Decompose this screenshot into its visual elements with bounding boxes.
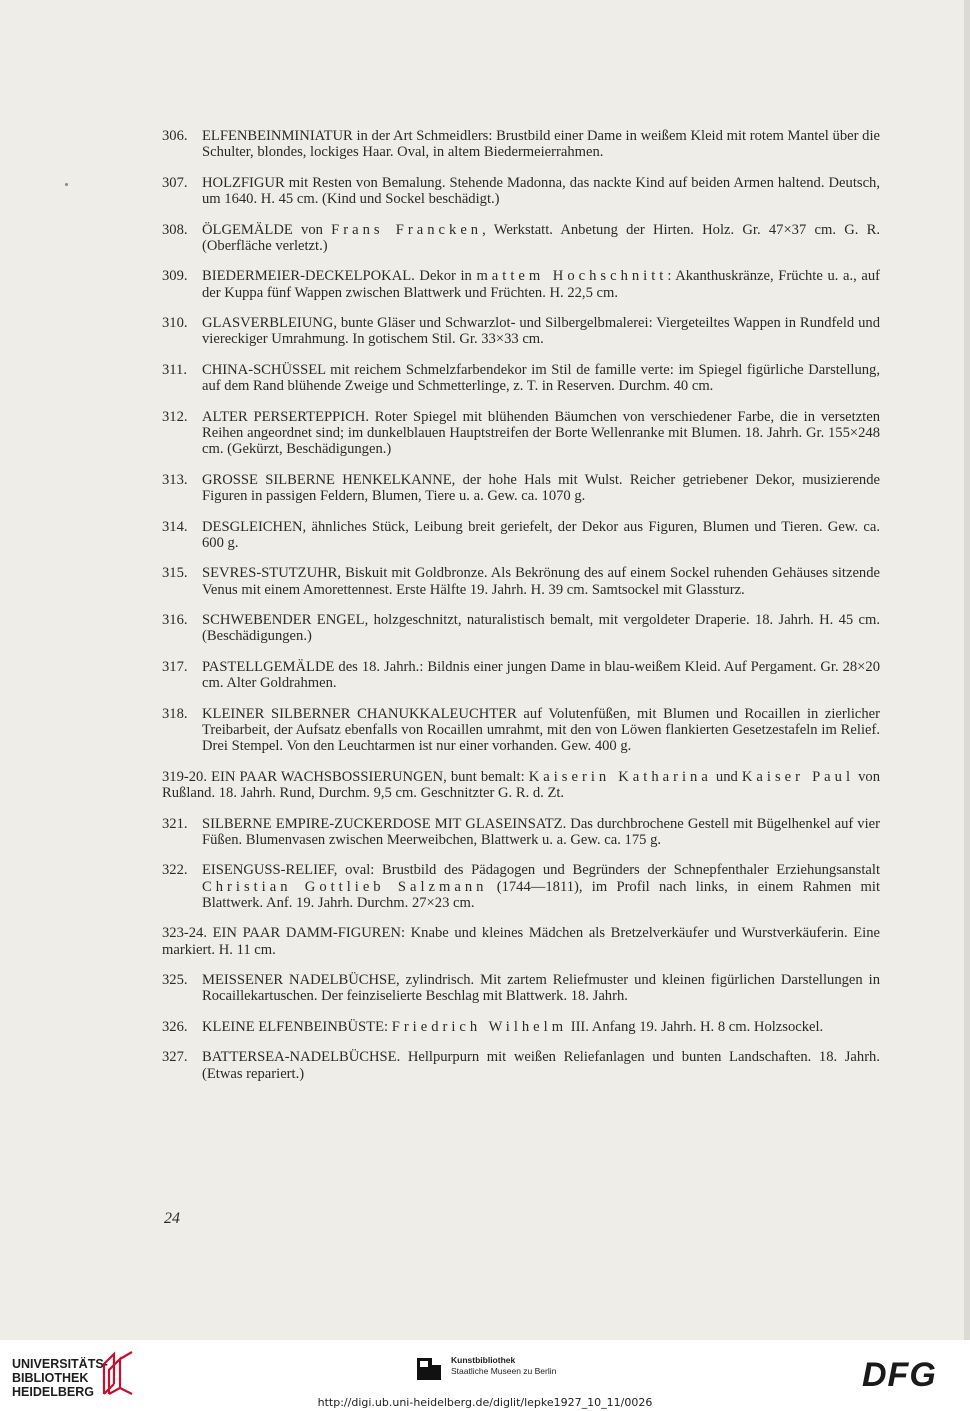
entry-text: III. Anfang 19. Jahrh. H. 8 cm. Holzsockel. bbox=[567, 1018, 824, 1035]
entry-text: PASTELLGEMÄLDE des 18. Jahrh.: Bildnis einer jungen Dame in blau-weißem Kleid. Auf Pergament. Gr. 28×20 cm. Alter Goldrahmen. bbox=[202, 658, 880, 692]
entry-name-spaced: mattem Hochschnitt bbox=[476, 268, 668, 285]
entry-name-spaced: Christian Gottlieb Salzmann bbox=[202, 878, 488, 895]
page-number: 24 bbox=[164, 1210, 180, 1227]
entry-text: BATTERSEA-NADELBÜCHSE. Hellpurpurn mit weißen Reliefanlagen und bunten Landschaften. 18. Jahrh. (Etwas repariert.) bbox=[202, 1049, 880, 1082]
entry-number: 306. bbox=[162, 128, 188, 144]
catalog-entry bbox=[162, 612, 880, 645]
catalog-entry bbox=[162, 1049, 880, 1082]
entry-number: 319-20. bbox=[162, 768, 207, 785]
entry-number: 311. bbox=[162, 361, 187, 378]
entry-number: 318. bbox=[162, 705, 188, 722]
permalink-url[interactable]: http://digi.ub.uni-heidelberg.de/diglit/lepke1927_10_11/0026 bbox=[317, 1396, 653, 1409]
entry-text: ALTER PERSERTEPPICH. Roter Spiegel mit blühenden Bäumchen von verschiedener Farbe, die in versetzten Reihen angeordnet sind; im dunkelblauen Hauptstreifen der Borte Wellenranke mit Blumen. 18. Jahrh. Gr. 155×248 cm. (Gekürzt, Beschädigungen.) bbox=[202, 408, 880, 458]
entry-text: ÖLGEMÄLDE von bbox=[202, 221, 332, 238]
catalog-entry bbox=[162, 769, 880, 802]
university-library-logo[interactable] bbox=[12, 1357, 108, 1399]
entry-number: 309. bbox=[162, 268, 188, 285]
entry-text: KLEINER SILBERNER CHANUKKALEUCHTER auf Volutenfüßen, mit Blumen und Rocaillen in zierlicher Treibarbeit, der Aufsatz ebenfalls von Rocaillen umrahmt, mit den von Löwen flankierten Gesetzestafeln im Relief. Drei Stempel. Von den Leuchtarmen ist nur einer vorhanden. Gew. 400 g. bbox=[202, 705, 880, 755]
entry-text: CHINA-SCHÜSSEL mit reichem Schmelzfarbendekor im Stil de famille verte: im Spiegel figürliche Darstellung, auf dem Rand blühende Zweige und Schmetterlinge, z. T. in Reserven. Durchm. 40 cm. bbox=[202, 361, 880, 395]
kunstbibliothek-label[interactable] bbox=[451, 1355, 556, 1377]
entry-text: SCHWEBENDER ENGEL, holzgeschnitzt, naturalistisch bemalt, mit vergoldeter Draperie. 18. Jahrh. H. 45 cm. (Beschädigungen.) bbox=[202, 612, 880, 645]
entry-text: und bbox=[711, 768, 742, 785]
entry-text: ELFENBEINMINIATUR in der Art Schmeidlers: Brustbild einer Dame in weißem Kleid mit rotem Mantel über die Schulter, blondes, lockiges Haar. Oval, in altem Biedermeierrahmen. bbox=[202, 128, 880, 161]
entry-number: 316. bbox=[162, 612, 188, 629]
entry-number: 308. bbox=[162, 221, 188, 238]
entry-name-spaced: Kaiserin Katharina bbox=[528, 768, 712, 785]
logo-line-2: BIBLIOTHEK bbox=[12, 1371, 89, 1385]
entry-number: 314. bbox=[162, 518, 188, 535]
catalog-entry bbox=[162, 972, 880, 1005]
entry-number: 326. bbox=[162, 1018, 188, 1035]
entry-name-spaced: Frans Francken bbox=[331, 221, 483, 238]
catalog-entry bbox=[162, 565, 880, 598]
page-edge bbox=[964, 0, 970, 1340]
logo-line-1: UNIVERSITÄTS- bbox=[12, 1357, 108, 1371]
ub-heidelberg-mark-icon bbox=[100, 1348, 136, 1398]
entry-text: EIN PAAR WACHSBOSSIERUNGEN, bunt bemalt: bbox=[211, 768, 529, 785]
entry-text: DESGLEICHEN, ähnliches Stück, Leibung breit geriefelt, der Dekor aus Figuren, Blumen und Tieren. Gew. ca. 600 g. bbox=[202, 518, 880, 551]
catalog-entry bbox=[162, 175, 880, 208]
entry-number: 322. bbox=[162, 862, 188, 879]
entry-text: BIEDERMEIER-DECKELPOKAL. Dekor in bbox=[202, 268, 477, 285]
catalog-entry bbox=[162, 409, 880, 458]
entry-text: : Akanthuskränze, Früchte u. a., auf der Kuppa fünf Wappen zwischen Blattwerk und Früchten. H. 22,5 cm. bbox=[202, 268, 880, 301]
entry-number: 307. bbox=[162, 174, 188, 191]
catalog-entry bbox=[162, 659, 880, 692]
entry-number: 325. bbox=[162, 972, 188, 989]
entry-text: von Rußland. 18. Jahrh. Rund, Durchm. 9,5 cm. Geschnitzter G. R. d. Zt. bbox=[162, 768, 880, 802]
logo-line-3: HEIDELBERG bbox=[12, 1385, 94, 1399]
entry-number: 327. bbox=[162, 1049, 188, 1066]
catalog-entry bbox=[162, 268, 880, 301]
entry-text: EIN PAAR DAMM-FIGUREN: Knabe und kleines Mädchen als Bretzelverkäufer und Wurstverkäuferin. Eine markiert. H. 11 cm. bbox=[162, 925, 880, 958]
entry-text: , Werkstatt. Anbetung der Hirten. Holz. Gr. 47×37 cm. G. R. (Oberfläche verletzt.) bbox=[202, 221, 880, 254]
entry-number: 323-24. bbox=[162, 925, 207, 942]
catalog-entry bbox=[162, 519, 880, 552]
entry-text: HOLZFIGUR mit Resten von Bemalung. Stehende Madonna, das nackte Kind auf beiden Armen haltend. Deutsch, um 1640. H. 45 cm. (Kind und Sockel beschädigt.) bbox=[202, 174, 880, 208]
entry-name-spaced: Friedrich Wilhelm bbox=[391, 1018, 568, 1035]
entry-number: 310. bbox=[162, 315, 188, 332]
catalog-entry bbox=[162, 315, 880, 348]
entry-text: SILBERNE EMPIRE-ZUCKERDOSE MIT GLASEINSATZ. Das durchbrochene Gestell mit Bügelhenkel auf vier Füßen. Blumenvasen zwischen Meerweibchen, Blattwerk u. a. Gew. ca. 175 g. bbox=[202, 815, 880, 848]
entry-number: 317. bbox=[162, 658, 188, 675]
entry-text: GROSSE SILBERNE HENKELKANNE, der hohe Hals mit Wulst. Reicher getriebener Dekor, musizierende Figuren in passigen Feldern, Blumen, Tiere u. a. Gew. ca. 1070 g. bbox=[202, 471, 880, 505]
entry-number: 321. bbox=[162, 815, 188, 832]
catalog-entry bbox=[162, 925, 880, 958]
entry-text: MEISSENER NADELBÜCHSE, zylindrisch. Mit zartem Reliefmuster und kleinen figürlichen Darstellungen in Rocaillekartuschen. Der feinziselierte Beschlag mit Blattwerk. 18. Jahrh. bbox=[202, 972, 880, 1005]
entry-text: KLEINE ELFENBEINBÜSTE: bbox=[202, 1018, 392, 1035]
catalog-entry bbox=[162, 1019, 880, 1035]
entry-text: SEVRES-STUTZUHR, Biskuit mit Goldbronze. Als Bekrönung des auf einem Sockel ruhenden Gehäuses sitzende Venus mit einem Amorettennest. Erste Hälfte 19. Jahrh. H. 39 cm. Samtsockel mit Glassturz. bbox=[202, 565, 880, 598]
catalog-entry bbox=[162, 816, 880, 849]
entry-text: GLASVERBLEIUNG, bunte Gläser und Schwarzlot- und Silbergelbmalerei: Viergeteiltes Wappen in Rundfeld und viereckiger Umrahmung. In gotischem Stil. Gr. 33×33 cm. bbox=[202, 315, 880, 348]
entry-number: 315. bbox=[162, 565, 188, 582]
catalog-entry bbox=[162, 362, 880, 395]
margin-dot bbox=[65, 183, 68, 186]
entry-number: 313. bbox=[162, 471, 188, 488]
kunstbibliothek-logo-icon bbox=[414, 1353, 444, 1383]
catalog-entry bbox=[162, 128, 880, 161]
entry-name-spaced: Kaiser Paul bbox=[741, 768, 855, 785]
catalog-entry bbox=[162, 222, 880, 255]
kb-subtitle: Staatliche Museen zu Berlin bbox=[451, 1366, 557, 1376]
dfg-logo[interactable]: DFG bbox=[862, 1356, 937, 1394]
entry-text: EISENGUSS-RELIEF, oval: Brustbild des Pädagogen und Begründers der Schnepfenthaler Erziehungsanstalt bbox=[202, 862, 880, 879]
catalog-entry bbox=[162, 706, 880, 755]
entry-number: 312. bbox=[162, 408, 188, 425]
catalog-entry bbox=[162, 862, 880, 911]
entry-text: (1744—1811), im Profil nach links, in einem Rahmen mit Blattwerk. Anf. 19. Jahrh. Durchm. 27×23 cm. bbox=[202, 878, 880, 911]
kb-title: Kunstbibliothek bbox=[451, 1355, 516, 1365]
catalog-entries bbox=[162, 128, 880, 1096]
catalog-entry bbox=[162, 472, 880, 505]
